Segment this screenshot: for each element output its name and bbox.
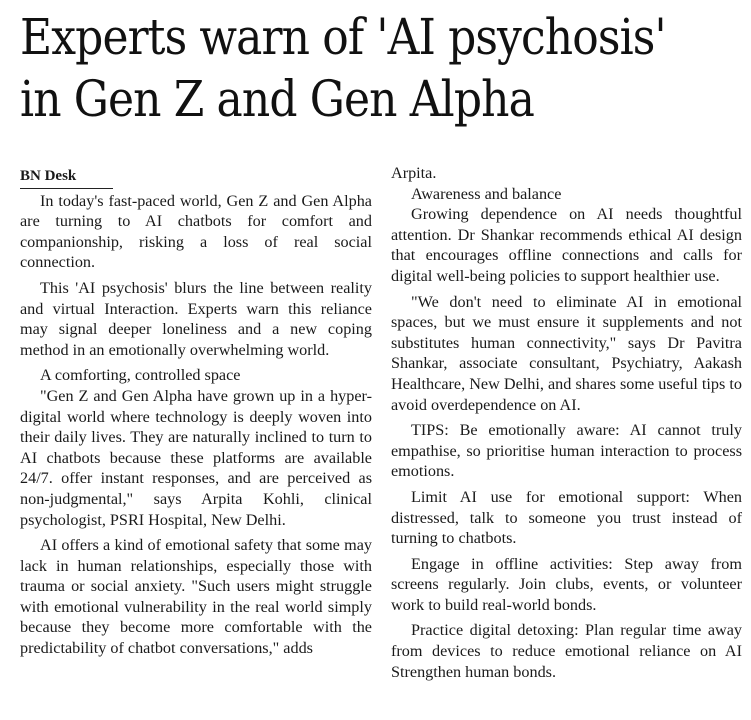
headline-line-1: Experts warn of 'AI psychosis' — [20, 8, 666, 66]
paragraph-tip-offline: Engage in offline activities: Step away from screens regularly. Join clubs, events, or volunteer work to build real-world bonds. — [391, 554, 742, 614]
subheading-awareness-balance: Awareness and balance — [411, 184, 562, 203]
subheading-comforting-space: A comforting, controlled space — [40, 366, 241, 385]
article-column-1 — [20, 166, 372, 659]
paragraph-tip-limit: Limit AI use for emotional support: When distressed, talk to someone you trust instead of turning to chatbots. — [391, 487, 742, 548]
headline — [20, 6, 666, 130]
paragraph-intro: In today's fast-paced world, Gen Z and Gen Alpha are turning to AI chatbots for comfort and companionship, risking a loss of real social connection. — [20, 191, 372, 272]
paragraph-tip-detox: Practice digital detoxing: Plan regular time away from devices to reduce emotional reliance on AI Strengthen human bonds. — [391, 621, 742, 681]
paragraph-shankar-quote: "We don't need to eliminate AI in emotional spaces, but we must ensure it supplements and not substitutes human connectivity," says Dr Pavitra Shankar, associate consultant, Psychiatry, Aakash Healthcare, New Delhi, and shares some useful tips to avoid overdependence on AI. — [391, 292, 742, 414]
article-column-2 — [391, 163, 742, 682]
headline-line-2: in Gen Z and Gen Alpha — [20, 70, 534, 128]
paragraph-kohli-quote: "Gen Z and Gen Alpha have grown up in a hyper-digital world where technology is deeply woven into their daily lives. They are naturally inclined to turn to AI chatbots because these platforms are available 24/7. offer instant responses, and are perceived as non-judgmental," says Arpita Kohli, clinical psychologist, PSRI Hospital, New Delhi. — [20, 386, 372, 529]
paragraph-continuation: Arpita. — [391, 164, 437, 182]
paragraph-dependence: Growing dependence on AI needs thoughtful attention. Dr Shankar recommends ethical AI design that encourages offline connections and calls for digital well-being policies to support healthier use. — [391, 205, 742, 285]
paragraph-tip-aware: TIPS: Be emotionally aware: AI cannot truly empathise, so prioritise human interaction to process emotions. — [391, 421, 742, 481]
paragraph-ai-psychosis: This 'AI psychosis' blurs the line between reality and virtual Interaction. Experts warn this reliance may signal deeper loneliness and a new coping method in an emotionally overwhelming world. — [20, 278, 372, 359]
paragraph-emotional-safety: AI offers a kind of emotional safety that some may lack in human relationships, especially those with trauma or social anxiety. "Such users might struggle with emotional vulnerability in the real world simply because they become more comfortable with the predictability of chatbot conversations," adds — [20, 536, 372, 658]
byline: BN Desk — [20, 166, 113, 189]
